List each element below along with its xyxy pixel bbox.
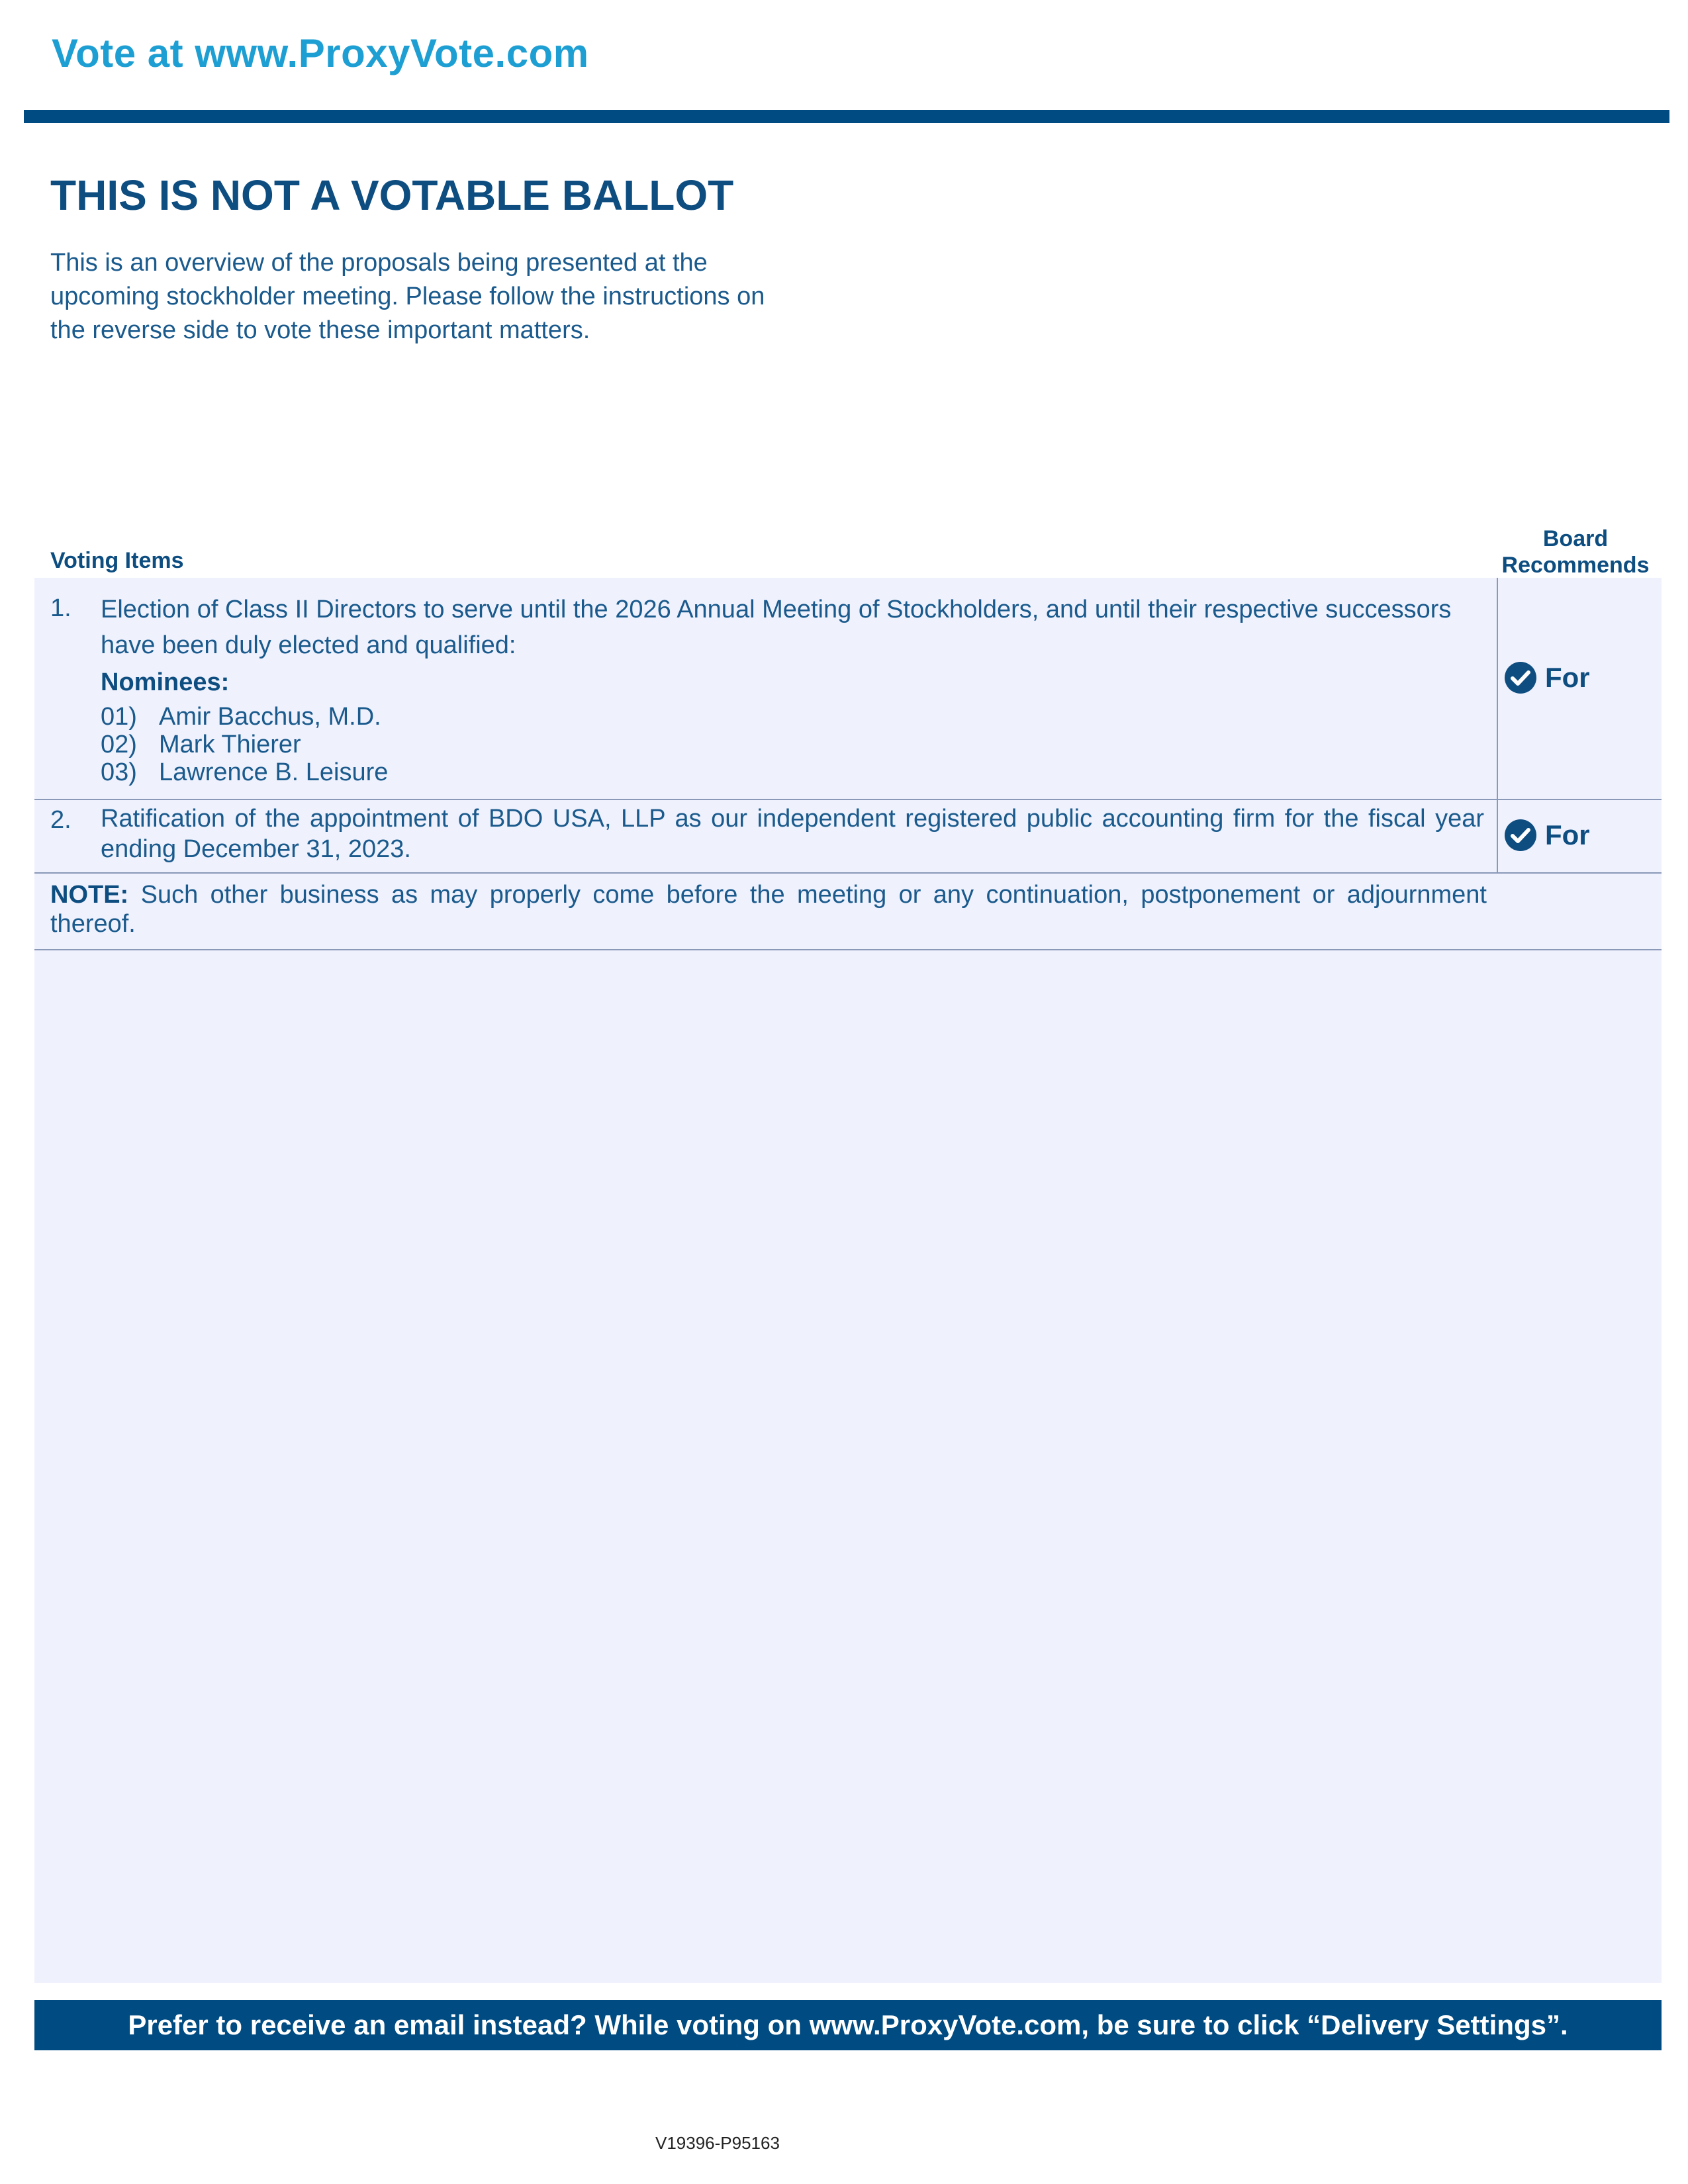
nominees-label: Nominees: [101, 668, 230, 696]
document-code: V19396-P95163 [655, 2133, 780, 2153]
check-circle-icon [1504, 819, 1537, 852]
recommendation-column-divider [1497, 578, 1498, 873]
email-banner-text: Prefer to receive an email instead? While voting on www.ProxyVote.com, be sure to click “Delivery Settings”. [128, 2009, 1568, 2040]
recommendation-label: For [1545, 662, 1590, 693]
item-1-text: Election of Class II Directors to serve until the 2026 Annual Meeting of Stockholders, and until their respective successors have been duly elected and qualified: [101, 596, 1452, 659]
row-divider [34, 872, 1662, 874]
nominee-name: Mark Thierer [159, 731, 301, 758]
vote-url-header[interactable]: Vote at www.ProxyVote.com [52, 31, 589, 75]
row-divider [34, 799, 1662, 800]
item-1-recommendation [1504, 661, 1590, 694]
recommendation-label: For [1545, 819, 1590, 850]
email-delivery-banner [34, 2000, 1662, 2050]
nominee-number: 02) [101, 731, 137, 758]
nominee-name: Amir Bacchus, M.D. [159, 703, 381, 731]
nominee-number: 03) [101, 758, 137, 786]
board-recommends-header [1493, 525, 1658, 578]
voting-items-header: Voting Items [50, 548, 184, 573]
intro-line: the reverse side to vote these important matters. [50, 316, 590, 344]
header-divider [24, 110, 1669, 123]
note-body: Such other business as may properly come before the meeting or any continuation, postponement or adjournment thereof. [50, 881, 1487, 938]
nominee-name: Lawrence B. Leisure [159, 758, 389, 786]
page-title: THIS IS NOT A VOTABLE BALLOT [50, 171, 734, 219]
intro-paragraph [50, 246, 845, 347]
item-2-text: Ratification of the appointment of BDO USA, LLP as our independent registered public accounting firm for the fiscal year ending December 31, 2023. [101, 805, 1484, 863]
item-number: 2. [50, 806, 71, 834]
intro-line: This is an overview of the proposals being presented at the [50, 249, 708, 277]
row-divider [34, 949, 1662, 950]
note-text [50, 880, 1487, 938]
intro-line: upcoming stockholder meeting. Please follow the instructions on [50, 283, 765, 310]
note-label: NOTE: [50, 881, 129, 909]
board-header-line: Board [1542, 526, 1609, 551]
check-circle-icon [1504, 661, 1537, 694]
board-header-line: Recommends [1501, 553, 1650, 578]
item-number: 1. [50, 594, 71, 622]
nominee-number: 01) [101, 703, 137, 731]
item-2-recommendation [1504, 819, 1590, 852]
voting-items-panel [34, 578, 1662, 1983]
